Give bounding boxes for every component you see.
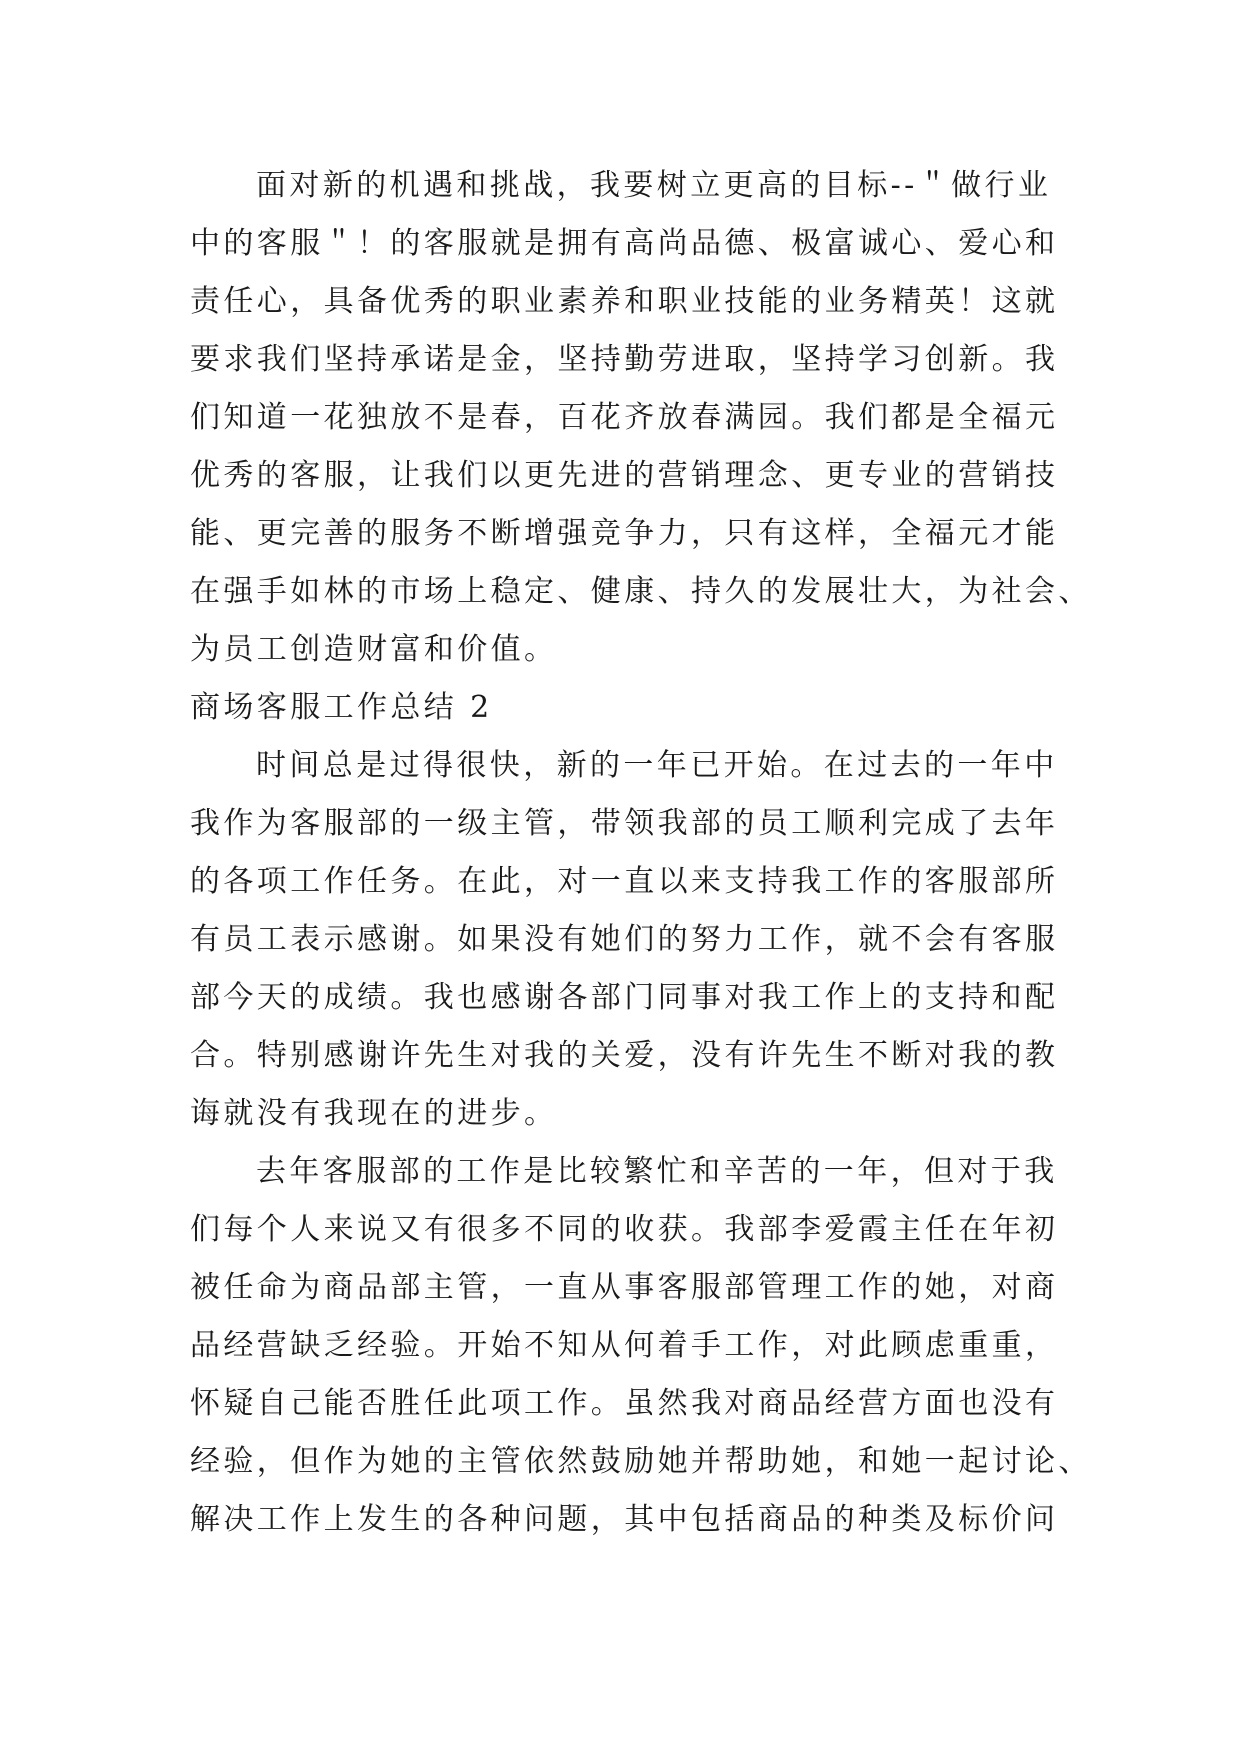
paragraph-year-review bbox=[190, 737, 1058, 1143]
text-line: 为员工创造财富和价值。 bbox=[190, 632, 558, 667]
text-line: 被任命为商品部主管，一直从事客服部管理工作的她，对商 bbox=[190, 1270, 1059, 1305]
text-line: 们知道一花独放不是春，百花齐放春满园。我们都是全福元 bbox=[190, 400, 1059, 435]
text-line: 在强手如林的市场上稳定、健康、持久的发展壮大，为社会、 bbox=[190, 574, 1092, 609]
paragraph-department-work bbox=[190, 1143, 1092, 1549]
text-line: 经验，但作为她的主管依然鼓励她并帮助她，和她一起讨论、 bbox=[190, 1444, 1092, 1479]
text-line: 的各项工作任务。在此，对一直以来支持我工作的客服部所 bbox=[190, 864, 1059, 899]
text-line: 面对新的机遇和挑战，我要树立更高的目标--＂做行业 bbox=[256, 168, 1052, 203]
text-line: 优秀的客服，让我们以更先进的营销理念、更专业的营销技 bbox=[190, 458, 1059, 493]
text-line: 时间总是过得很快，新的一年已开始。在过去的一年中 bbox=[256, 748, 1058, 783]
text-line: 诲就没有我现在的进步。 bbox=[190, 1096, 558, 1131]
text-line: 部今天的成绩。我也感谢各部门同事对我工作上的支持和配 bbox=[190, 980, 1059, 1015]
text-line: 中的客服＂！的客服就是拥有高尚品德、极富诚心、爱心和 bbox=[190, 226, 1059, 261]
text-line: 责任心，具备优秀的职业素养和职业技能的业务精英！这就 bbox=[190, 284, 1059, 319]
text-line: 要求我们坚持承诺是金，坚持勤劳进取，坚持学习创新。我 bbox=[190, 342, 1059, 377]
text-line: 我作为客服部的一级主管，带领我部的员工顺利完成了去年 bbox=[190, 806, 1059, 841]
text-line: 品经营缺乏经验。开始不知从何着手工作，对此顾虑重重， bbox=[190, 1328, 1059, 1363]
paragraph-opportunity bbox=[190, 157, 1092, 679]
section-heading: 商场客服工作总结 2 bbox=[190, 690, 493, 725]
text-line: 解决工作上发生的各种问题，其中包括商品的种类及标价问 bbox=[190, 1502, 1059, 1537]
text-line: 有员工表示感谢。如果没有她们的努力工作，就不会有客服 bbox=[190, 922, 1059, 957]
text-line: 们每个人来说又有很多不同的收获。我部李爱霞主任在年初 bbox=[190, 1212, 1059, 1247]
text-line: 合。特别感谢许先生对我的关爱，没有许先生不断对我的教 bbox=[190, 1038, 1059, 1073]
text-line: 去年客服部的工作是比较繁忙和辛苦的一年，但对于我 bbox=[256, 1154, 1058, 1189]
text-line: 怀疑自己能否胜任此项工作。虽然我对商品经营方面也没有 bbox=[190, 1386, 1059, 1421]
document-body bbox=[190, 157, 1092, 1549]
text-line: 能、更完善的服务不断增强竞争力，只有这样，全福元才能 bbox=[190, 516, 1059, 551]
